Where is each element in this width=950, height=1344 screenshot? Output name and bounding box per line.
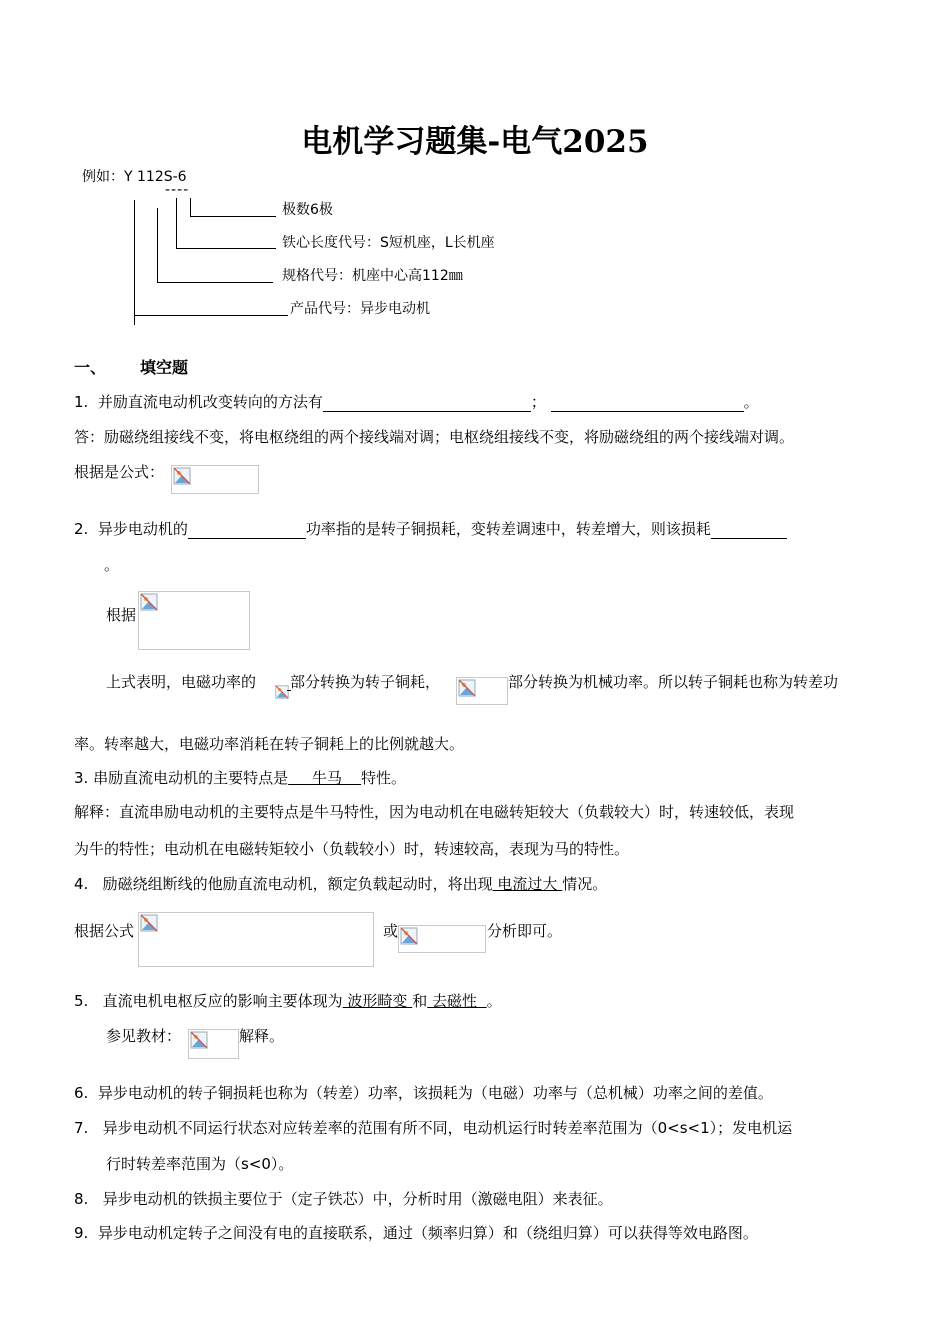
q8-number: 8. [74, 1190, 89, 1208]
bracket-line-4-h [134, 315, 288, 316]
bracket-line-2 [176, 198, 177, 249]
q4-number: 4. [74, 875, 89, 893]
bracket-line-1-h [190, 216, 276, 217]
q1-formula-image [171, 465, 259, 494]
q7-text-line2: 行时转差率范围为（s<0）。 [106, 1155, 294, 1173]
broken-image-icon [275, 685, 289, 699]
q2-question [74, 518, 787, 539]
broken-image-icon [190, 1031, 208, 1049]
q2-inline-image-1 [274, 682, 290, 701]
q5-ref-label: 参见教材： [106, 1027, 182, 1045]
example-label: 例如：Y 112S-6 [82, 169, 187, 185]
q9-number: 9. [74, 1224, 89, 1242]
q9-text: 异步电动机定转子之间没有电的直接联系，通过（频率归算）和（绕组归算）可以获得等效电路图。 [97, 1224, 758, 1242]
q2-formula-image [138, 591, 250, 650]
q2-blank-1 [188, 520, 306, 539]
q2-explain-b: 部分转换为转子铜耗， [290, 673, 441, 691]
q5-question [74, 990, 502, 1011]
bracket-line-1 [190, 198, 191, 217]
q4-text-a: 励磁绕组断线的他励直流电动机，额定负载起动时，将出现 [102, 875, 493, 893]
q1-end: 。 [743, 393, 759, 411]
q2-text-a: 异步电动机的 [97, 520, 188, 538]
q5-answer-1: 波形畸变 [347, 992, 408, 1010]
example-item-poles: 极数6极 [282, 202, 333, 218]
q4-formula-label: 根据公式 [74, 922, 135, 940]
example-dashes: ---- [165, 182, 190, 198]
q4-formula-image-2 [398, 925, 486, 953]
example-item-product: 产品代号：异步电动机 [290, 301, 430, 317]
q3-answer: 牛马 [311, 769, 342, 787]
q5-ref-tail: 解释。 [239, 1027, 285, 1045]
q4-answer: 电流过大 [497, 875, 558, 893]
q5-and: 和 [412, 992, 428, 1010]
q6-number: 6. [74, 1084, 89, 1102]
q3-explain-2: 为牛的特性；电动机在电磁转矩较小（负载较小）时，转速较高，表现为马的特性。 [74, 840, 630, 858]
example-item-core-length: 铁心长度代号：S短机座，L长机座 [282, 235, 495, 251]
q5-ref-image [188, 1029, 239, 1059]
q1-question [74, 391, 759, 412]
q2-blank-2 [711, 520, 787, 539]
bracket-line-2-h [176, 248, 276, 249]
q3-explain-1: 解释：直流串励电动机的主要特点是牛马特性，因为电动机在电磁转矩较大（负载较大）时，转速较低，表现 [74, 803, 795, 821]
q4-tail: 分析即可。 [487, 922, 563, 940]
q7-text: 异步电动机不同运行状态对应转差率的范围有所不同，电动机运行时转差率范围为（0<s<1）；发电机运 [102, 1119, 793, 1137]
q5-number: 5. [74, 992, 89, 1010]
q5-end: 。 [486, 992, 502, 1010]
q1-blank-1 [323, 393, 531, 412]
q1-separator: ； [530, 393, 546, 411]
bracket-line-3-h [157, 282, 273, 283]
page-title: 电机学习题集-电气2025 [301, 124, 649, 160]
q6-question [74, 1082, 773, 1103]
q1-formula-label: 根据是公式： [74, 463, 165, 481]
q4-formula-image-1 [138, 912, 374, 967]
q7-question [74, 1117, 792, 1138]
q6-text: 异步电动机的转子铜损耗也称为（转差）功率，该损耗为（电磁）功率与（总机械）功率之间的差值。 [97, 1084, 773, 1102]
section-number: 一、 [74, 358, 107, 377]
q3-text-b: 特性。 [361, 769, 407, 787]
q9-question [74, 1222, 758, 1243]
bracket-line-4 [134, 200, 135, 325]
q4-or: 或 [383, 922, 399, 940]
q5-answer-2: 去磁性 [432, 992, 478, 1010]
q8-question [74, 1188, 613, 1209]
q2-explain-c: 部分转换为机械功率。所以转子铜耗也称为转差功 [508, 673, 839, 691]
broken-image-icon [400, 927, 418, 945]
q4-question [74, 873, 607, 894]
q2-explain-a: 上式表明，电磁功率的 [106, 673, 257, 691]
q2-explain-d: 率。转率越大，电磁功率消耗在转子铜耗上的比例就越大。 [74, 735, 465, 753]
broken-image-icon [173, 467, 191, 485]
broken-image-icon [140, 593, 158, 611]
q8-text: 异步电动机的铁损主要位于（定子铁芯）中，分析时用（激磁电阻）来表征。 [102, 1190, 613, 1208]
q2-basis-label: 根据 [106, 606, 137, 624]
bracket-line-3 [157, 208, 158, 283]
q7-number: 7. [74, 1119, 89, 1137]
q2-inline-image-2 [456, 677, 508, 705]
q2-number: 2. [74, 520, 89, 538]
broken-image-icon [140, 914, 158, 932]
q1-answer: 答：励磁绕组接线不变，将电枢绕组的两个接线端对调；电枢绕组接线不变，将励磁绕组的两个接线端对调。 [74, 428, 795, 446]
example-item-frame: 规格代号：机座中心高112㎜ [282, 268, 463, 284]
section-title: 填空题 [140, 358, 189, 377]
q5-text-a: 直流电机电枢反应的影响主要体现为 [102, 992, 343, 1010]
q1-blank-2 [551, 393, 744, 412]
q3-text-a: 3. 串励直流电动机的主要特点是 [74, 769, 289, 787]
q2-end: 。 [104, 556, 120, 574]
q3-question [74, 767, 406, 788]
q1-number: 1. [74, 393, 89, 411]
q2-text-b: 功率指的是转子铜损耗，变转差调速中，转差增大，则该损耗 [305, 520, 711, 538]
q1-text: 并励直流电动机改变转向的方法有 [97, 393, 323, 411]
q4-text-b: 情况。 [562, 875, 608, 893]
broken-image-icon [458, 679, 476, 697]
